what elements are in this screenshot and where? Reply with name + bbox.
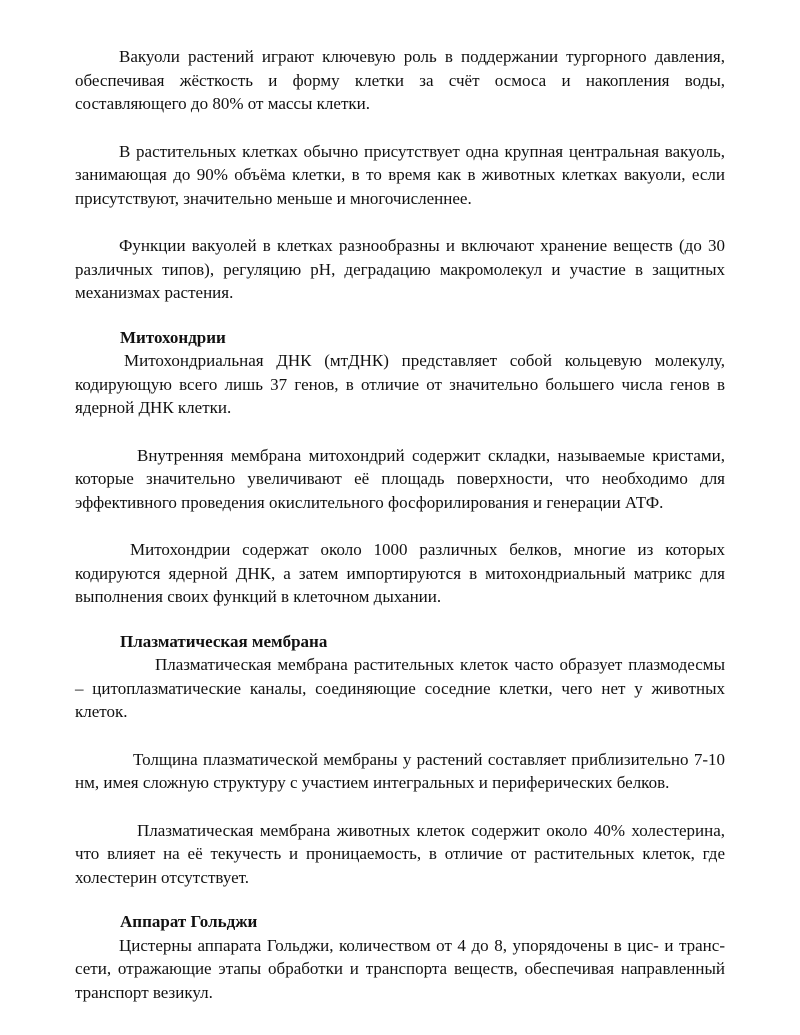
- paragraph-vacuole-functions: Функции вакуолей в клетках разнообразны и включают хранение веществ (до 30 различных типов), регуляцию pH, деградацию макромолекул и участие в защитных механизмах растения.: [75, 236, 725, 302]
- heading-mitochondria: Митохондрии: [120, 327, 226, 347]
- paragraph-membrane-cholesterol: Плазматическая мембрана животных клеток содержит около 40% холестерина, что влияет на её текучесть и проницаемость, в отличие от растительных клеток, где холестерин отсутствует.: [75, 820, 725, 887]
- paragraph-mito-proteins: Митохондрии содержат около 1000 различных белков, многие из которых кодируются ядерной ДНК, а затем импортируются в митохондриальный матрикс для выполнения своих функций в клеточном дыхании.: [75, 540, 725, 606]
- paragraph-mito-cristae: Внутренняя мембрана митохондрий содержит складки, называемые кристами, которые значительно увеличивают её площадь поверхности, что необходимо для эффективного проведения окислительного фосфорилирования и генерации АТФ.: [75, 445, 725, 512]
- heading-plasma-membrane: Плазматическая мембрана: [120, 631, 328, 651]
- paragraph-vacuole-turgor: Вакуоли растений играют ключевую роль в поддержании тургорного давления, обеспечивая жёсткость и форму клетки за счёт осмоса и накопления воды, составляющего до 80% от массы клетки.: [75, 47, 725, 113]
- paragraph-membrane-thickness: Толщина плазматической мембраны у растений составляет приблизительно 7-10 нм, имея сложную структуру с участием интегральных и периферических белков.: [75, 749, 725, 792]
- paragraph-membrane-plasmodesmata: Плазматическая мембрана растительных клеток часто образует плазмодесмы – цитоплазматические каналы, соединяющие соседние клетки, чего нет у животных клеток.: [75, 655, 725, 721]
- paragraph-mito-dna: Митохондриальная ДНК (мтДНК) представляет собой кольцевую молекулу, кодирующую всего лишь 37 генов, в отличие от значительно большего числа генов в ядерной ДНК клетки.: [75, 351, 725, 417]
- paragraph-vacuole-central: В растительных клетках обычно присутствует одна крупная центральная вакуоль, занимающая до 90% объёма клетки, в то время как в животных клетках вакуоли, если присутствуют, значительно меньше и многочисленнее.: [75, 141, 725, 208]
- heading-golgi: Аппарат Гольджи: [120, 912, 258, 931]
- paragraph-golgi-cisternae: Цистерны аппарата Гольджи, количеством от 4 до 8, упорядочены в цис- и транс-сети, отражающие этапы обработки и транспорта веществ, обеспечивая направленный транспорт везикул.: [75, 935, 725, 1002]
